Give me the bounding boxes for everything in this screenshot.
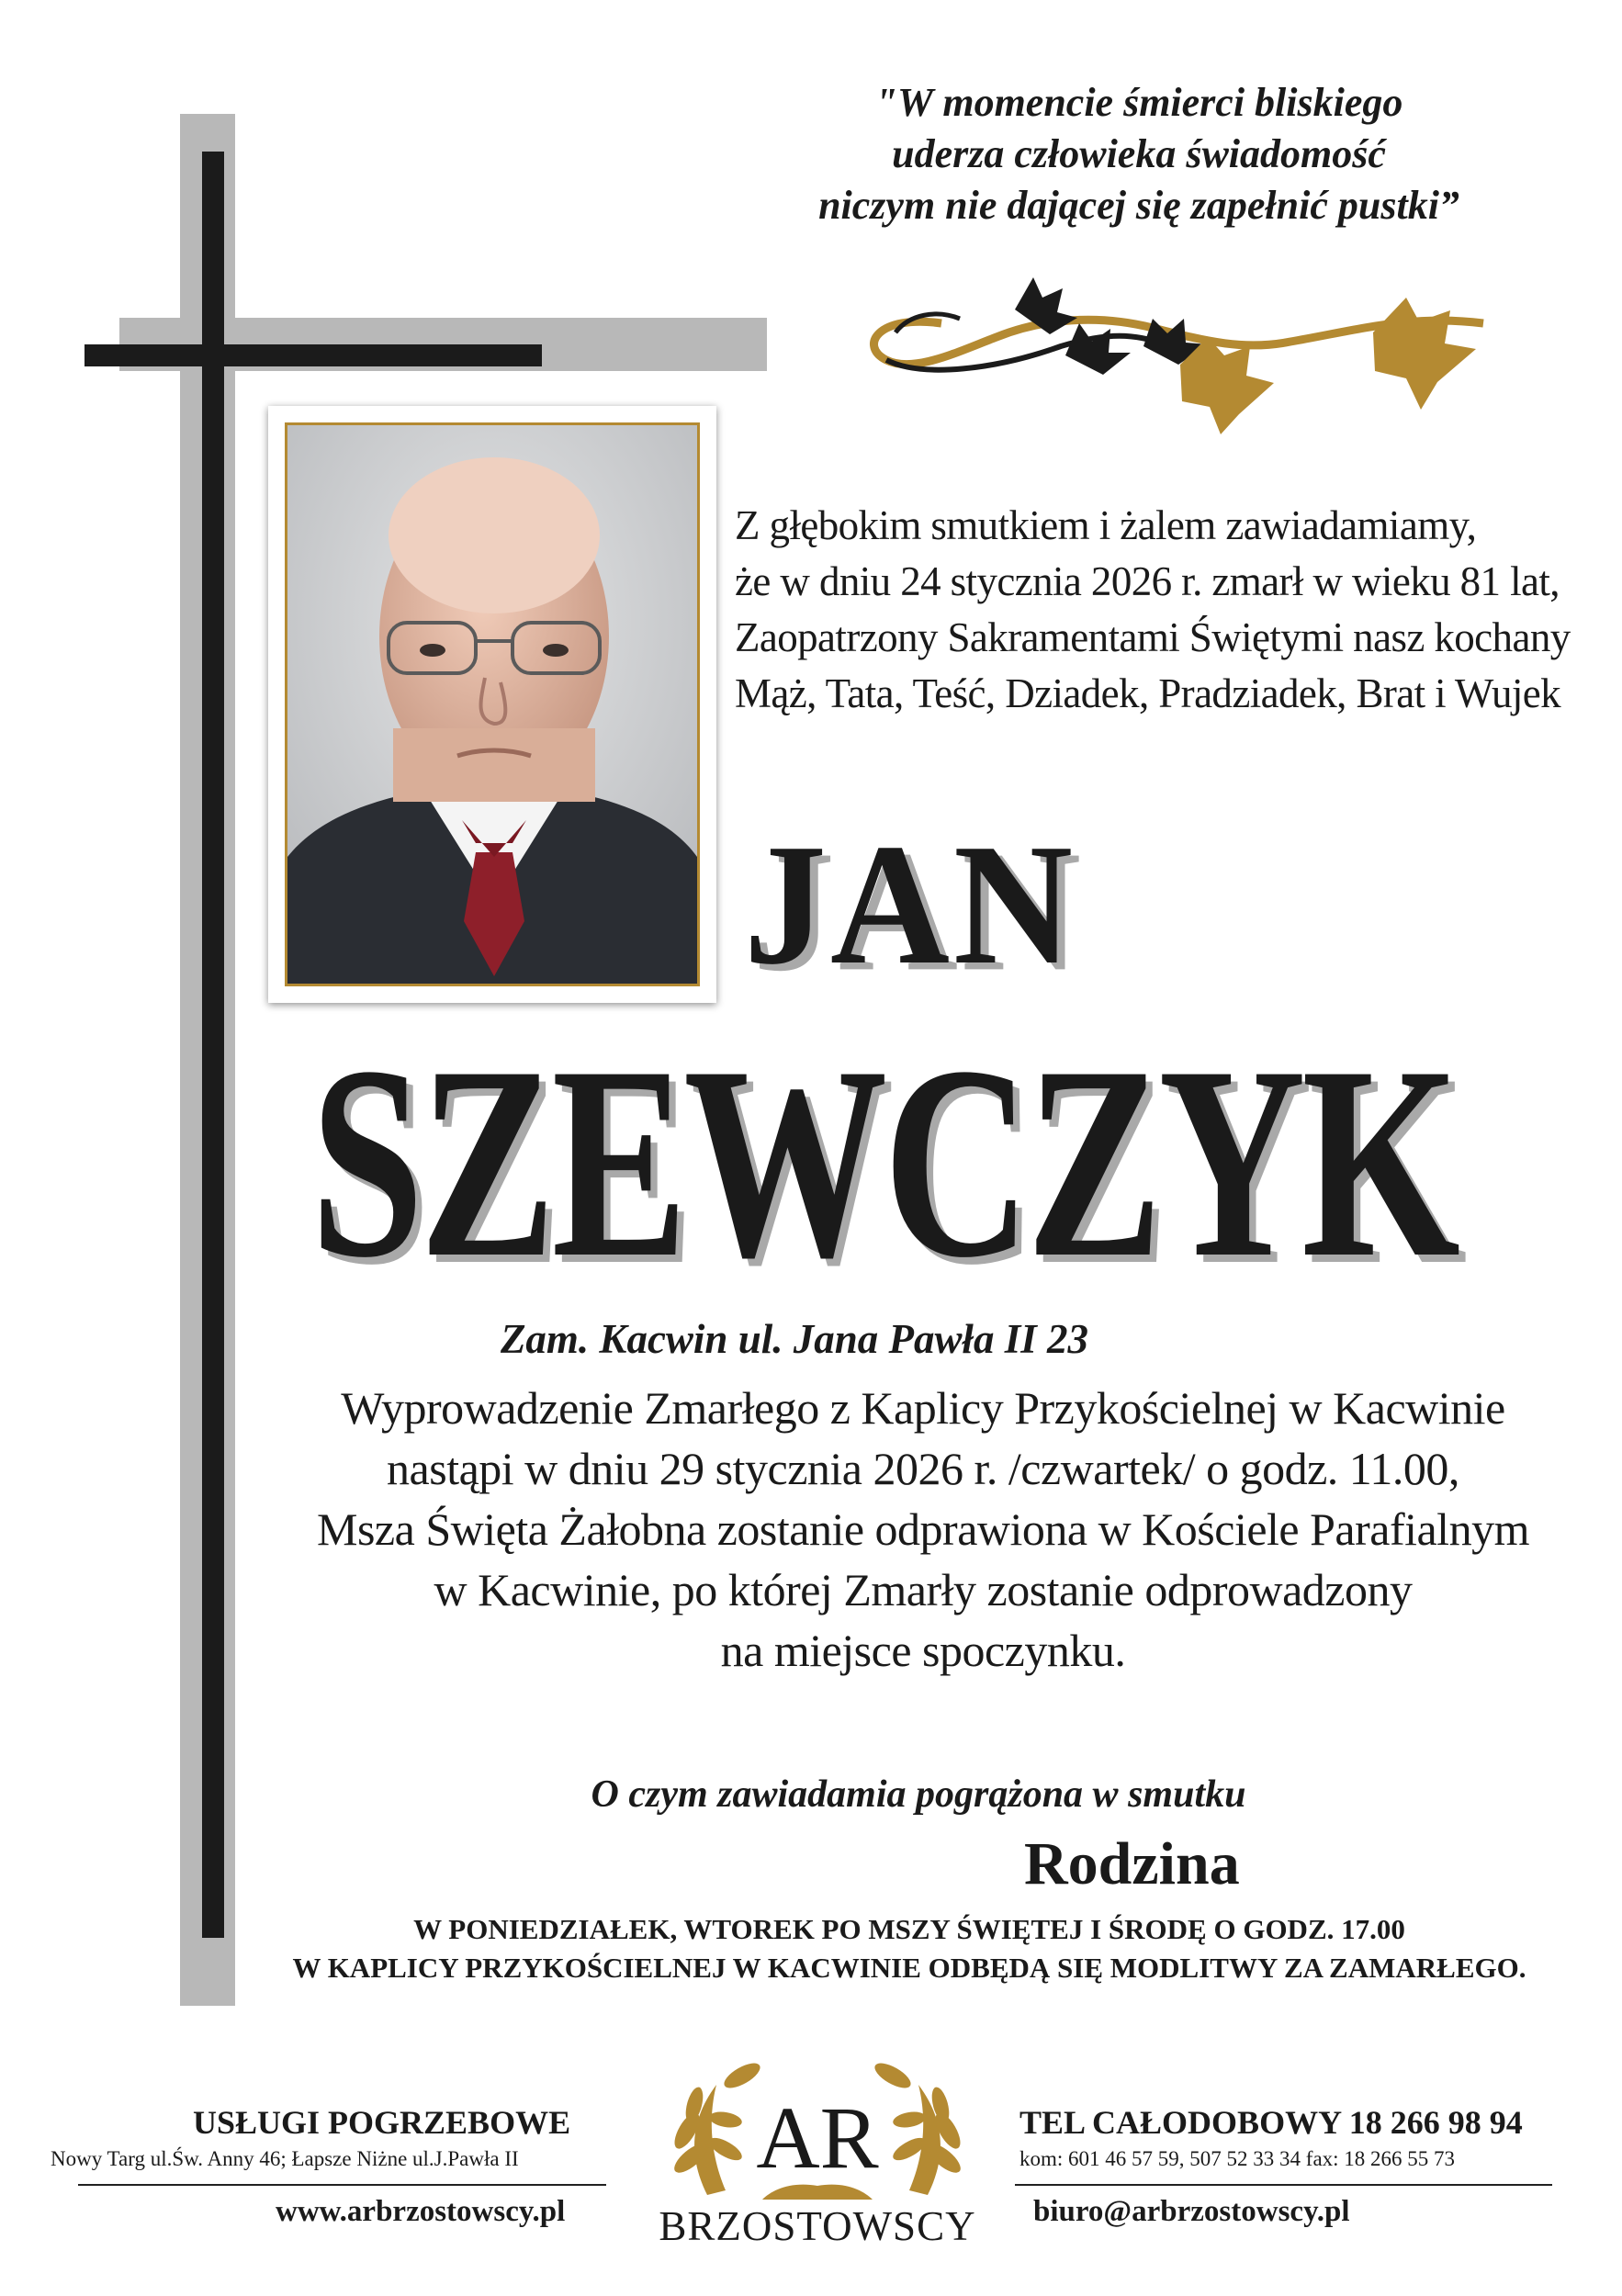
deceased-surname: SZEWCZYK	[310, 1009, 1457, 1314]
cross-vertical-bar	[202, 152, 224, 1938]
quote-line: uderza człowieka świadomość	[892, 131, 1386, 176]
contact-numbers: kom: 601 46 57 59, 507 52 33 34 fax: 18 266 55 73	[1019, 2147, 1456, 2170]
footer-divider-left	[78, 2184, 606, 2186]
company-logo	[634, 2020, 1001, 2296]
prayers-line: W PONIEDZIAŁEK, WTOREK PO MSZY ŚWIĘTEJ I ŚRODĘ O GODZ. 17.00	[413, 1913, 1405, 1945]
funeral-services-title: USŁUGI POGRZEBOWE	[193, 2104, 571, 2141]
family-signature: Rodzina	[1024, 1830, 1240, 1897]
informs-line: O czym zawiadamia pogrążona w smutku	[591, 1773, 1246, 1816]
portrait-photo-frame	[268, 406, 716, 1003]
portrait-image	[287, 425, 697, 984]
intro-line: Zaopatrzony Sakramentami Świętymi nasz kochany	[735, 614, 1571, 660]
leaf-ornament-icon	[859, 259, 1515, 443]
ceremony-line: nastąpi w dniu 29 stycznia 2026 r. /czwartek/ o godz. 11.00,	[387, 1443, 1459, 1494]
phone-hotline-title: TEL CAŁODOBOWY 18 266 98 94	[1019, 2104, 1523, 2141]
website-link[interactable]: www.arbrzostowscy.pl	[276, 2195, 566, 2228]
ceremony-details	[266, 1378, 1580, 1681]
prayers-line: W KAPLICY PRZYKOŚCIELNEJ W KACWINIE ODBĘDĄ SIĘ MODLITWY ZA ZAMARŁEGO.	[292, 1952, 1526, 1984]
quote-line: niczym nie dającej się zapełnić pustki”	[818, 183, 1459, 228]
email-link[interactable]: biuro@arbrzostowscy.pl	[1033, 2195, 1350, 2228]
logo-initials: AR	[756, 2088, 879, 2187]
ceremony-line: w Kacwinie, po której Zmarły zostanie odprowadzony	[434, 1564, 1413, 1615]
cross-horizontal-bar	[84, 344, 542, 366]
logo-company-name: BRZOSTOWSCY	[659, 2203, 976, 2249]
deceased-first-name: JAN	[744, 808, 1076, 1000]
memorial-quote	[726, 77, 1552, 231]
deceased-address: Zam. Kacwin ul. Jana Pawła II 23	[500, 1316, 1089, 1362]
quote-line: "W momencie śmierci bliskiego	[874, 80, 1403, 125]
portrait-photo	[285, 422, 700, 986]
funeral-services-address: Nowy Targ ul.Św. Anny 46; Łapsze Niżne ul.J.Pawła II	[51, 2147, 519, 2170]
intro-line: że w dniu 24 stycznia 2026 r. zmarł w wieku 81 lat,	[735, 558, 1560, 604]
prayers-notice	[220, 1910, 1598, 1987]
intro-line: Mąż, Tata, Teść, Dziadek, Pradziadek, Brat i Wujek	[735, 670, 1561, 716]
death-announcement	[735, 498, 1571, 722]
ceremony-line: Wyprowadzenie Zmarłego z Kaplicy Przykościelnej w Kacwinie	[341, 1382, 1505, 1434]
ceremony-line: Msza Święta Żałobna zostanie odprawiona w Kościele Parafialnym	[317, 1503, 1529, 1555]
ceremony-line: na miejsce spoczynku.	[720, 1625, 1126, 1676]
intro-line: Z głębokim smutkiem i żalem zawiadamiamy,	[735, 502, 1477, 548]
footer-divider-right	[1015, 2184, 1552, 2186]
